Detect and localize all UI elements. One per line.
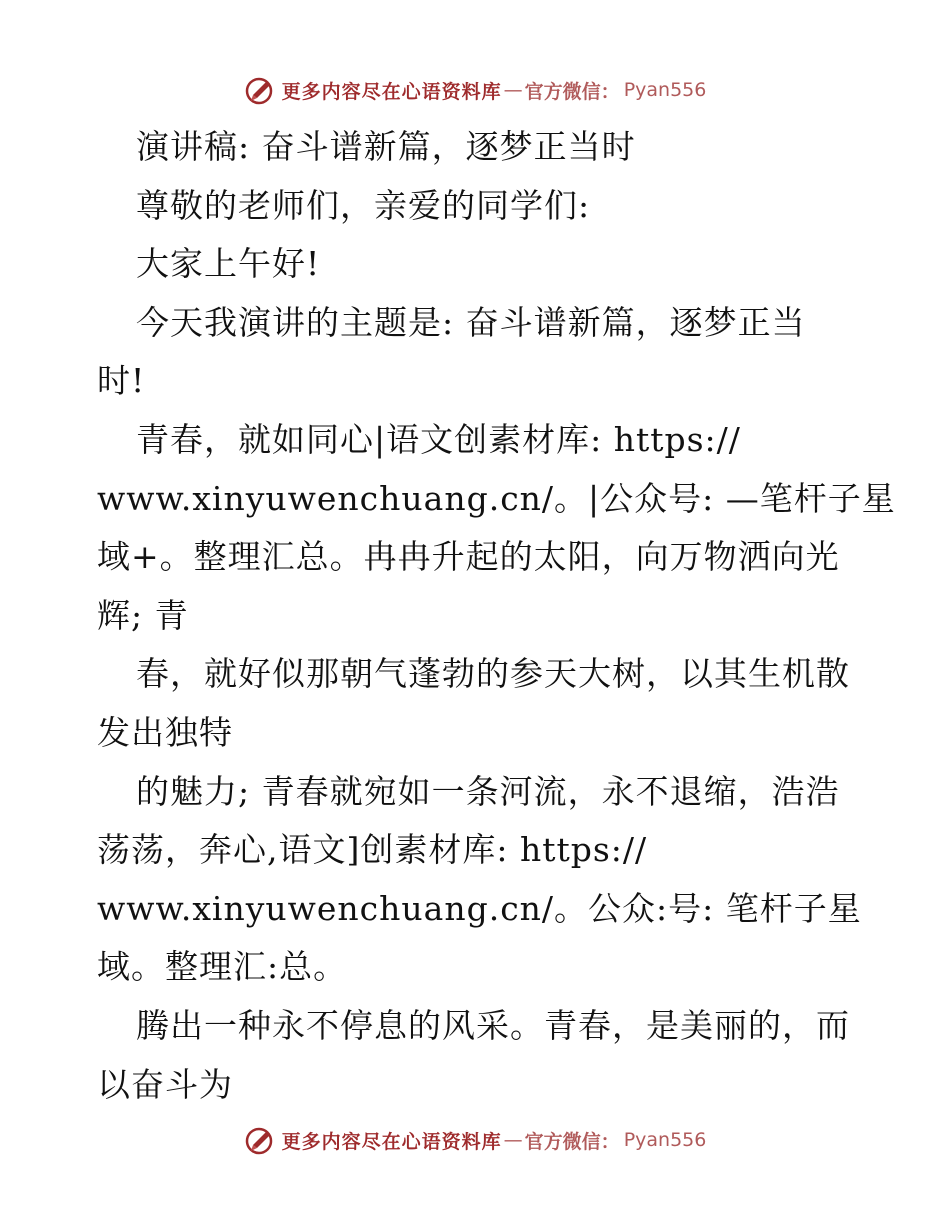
text-line: 域。整理汇:总。 xyxy=(97,947,348,987)
text-line: www.xinyuwenchuang.cn/。|公众号: —笔杆子星 xyxy=(97,478,896,518)
text-line: 域+。整理汇总。冉冉升起的太阳，向万物洒向光 xyxy=(97,537,840,577)
text-line: 青春，就如同心|语文创素材库: https:// xyxy=(136,419,741,459)
text-line: 辉; 青 xyxy=(97,595,189,635)
text-line: 荡荡，奔心,语文]创素材库: https:// xyxy=(97,830,648,870)
text-line: www.xinyuwenchuang.cn/。公众:号: 笔杆子星 xyxy=(97,888,862,928)
text-line: 以奋斗为 xyxy=(97,1064,233,1104)
banner-official-text: 官方微信： xyxy=(524,80,620,103)
banner-official-text: 官方微信： xyxy=(524,1130,620,1153)
banner-wechat-id: Pyan556 xyxy=(623,1129,707,1151)
text-line: 今天我演讲的主题是: 奋斗谱新篇，逐梦正当 xyxy=(136,302,806,342)
banner-dash: — xyxy=(503,1129,523,1151)
text-line: 演讲稿: 奋斗谱新篇，逐梦正当时 xyxy=(136,127,636,166)
text-line: 时! xyxy=(97,361,146,401)
document-body xyxy=(0,118,950,1114)
pen-logo-icon xyxy=(244,74,276,106)
text-line: 尊敬的老师们，亲爱的同学们: xyxy=(136,185,591,225)
footer-banner xyxy=(0,1120,950,1160)
banner-site-text: 更多内容尽在心语资料库 xyxy=(281,1130,502,1153)
banner-wechat-id: Pyan556 xyxy=(623,79,707,101)
banner-site-text: 更多内容尽在心语资料库 xyxy=(281,80,502,103)
pen-logo-icon xyxy=(244,1124,276,1156)
banner-dash: — xyxy=(503,79,523,101)
text-line: 大家上午好! xyxy=(136,244,321,284)
header-banner xyxy=(0,70,950,110)
text-line: 发出独特 xyxy=(97,712,233,752)
text-line: 的魅力; 青春就宛如一条河流，永不退缩，浩浩 xyxy=(136,771,840,811)
text-line: 春，就好似那朝气蓬勃的参天大树，以其生机散 xyxy=(136,654,850,694)
text-line: 腾出一种永不停息的风采。青春，是美丽的，而 xyxy=(136,1005,850,1045)
